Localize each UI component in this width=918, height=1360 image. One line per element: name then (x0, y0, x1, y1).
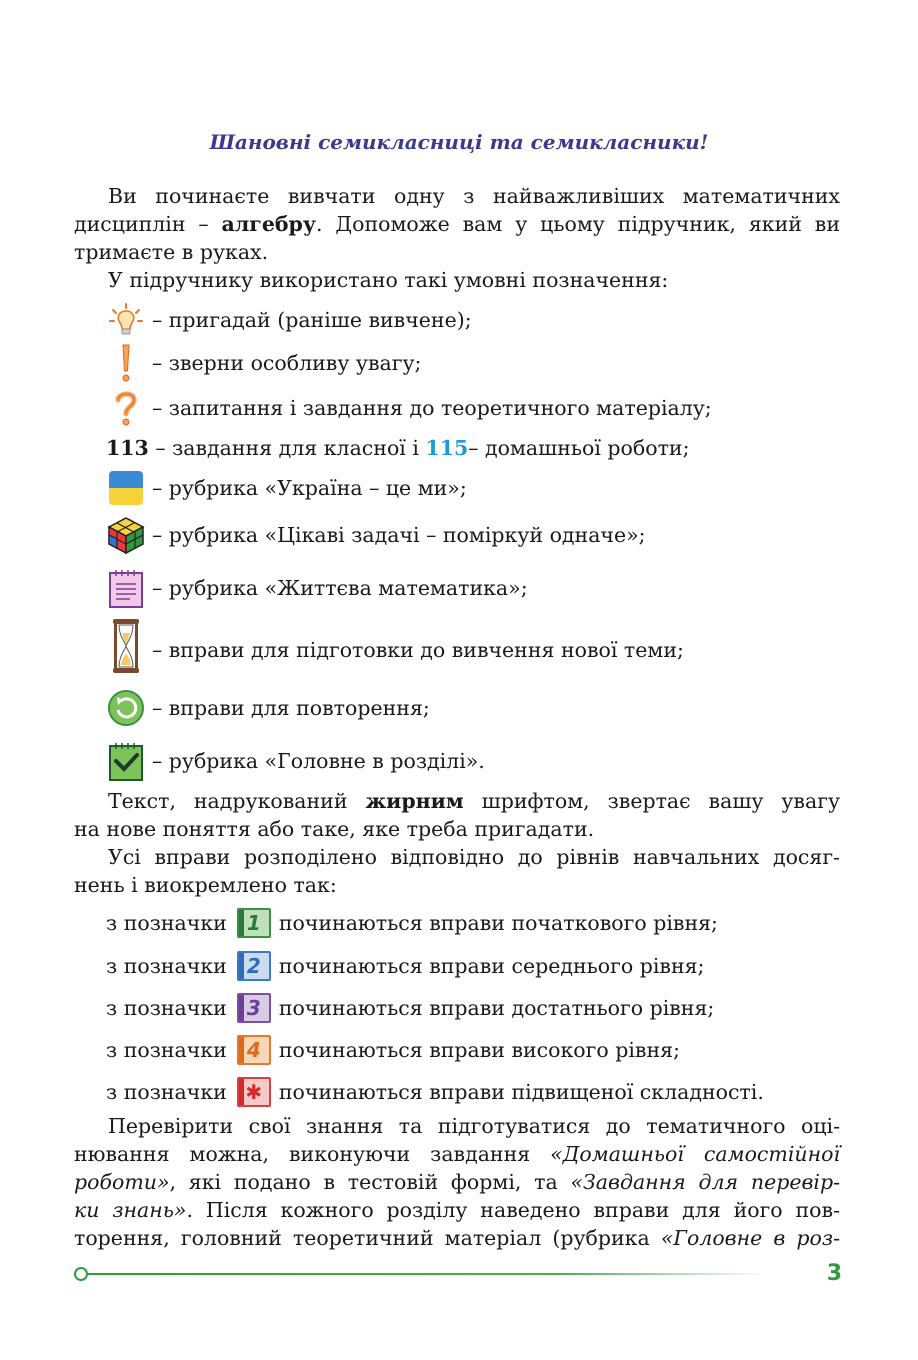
legend-text: – зверни особливу увагу; (152, 351, 422, 375)
footer-rule (86, 1273, 766, 1275)
legend-text: – пригадай (раніше вивчене); (152, 308, 472, 332)
closing-line-5 (74, 1224, 840, 1252)
body-text: . Після кожного розділу наведено вправи для його пов- (186, 1198, 840, 1222)
body-text: , які подано в тестовій формі, та (169, 1170, 571, 1194)
level-prefix: з позначки (106, 954, 227, 978)
legend-text: – рубрика «Україна – це ми»; (152, 476, 467, 500)
bold-note-line-2: на нове поняття або таке, яке треба пригадати. (74, 817, 595, 841)
legend-item-remember (106, 300, 472, 340)
legend-item-main-points (106, 741, 485, 781)
repeat-icon (106, 688, 146, 728)
lightbulb-icon (106, 300, 146, 340)
level-text: починаються вправи початкового рівня; (278, 911, 718, 935)
legend-text: – рубрика «Головне в розділі». (152, 749, 485, 773)
legend-text: – завдання для класної і (148, 436, 426, 460)
body-text: шрифтом, звертає вашу увагу (463, 789, 841, 813)
italic-term: «Завдання для перевір- (570, 1170, 840, 1194)
checklist-icon (106, 741, 146, 781)
legend-text: – домашньої роботи; (468, 436, 690, 460)
notepad-icon (106, 568, 146, 608)
body-text: торення, головний теоретичний матеріал (рубрика (74, 1226, 661, 1250)
legend-text: – рубрика «Цікаві задачі – поміркуй одначе»; (152, 523, 646, 547)
italic-term: «Головне в роз- (660, 1226, 840, 1250)
level-prefix: з позначки (106, 1038, 227, 1062)
question-icon (106, 388, 146, 428)
intro-text: . Допоможе вам у цьому підручник, який ви (316, 212, 840, 236)
levels-intro-line-2: нень і виокремлено так: (74, 873, 337, 897)
level-prefix: з позначки (106, 1080, 227, 1104)
intro-line-1: Ви починаєте вивчати одну з найважливіших математичних (108, 184, 840, 208)
legend-item-life-math (106, 568, 528, 608)
intro-line-4: У підручнику використано такі умовні позначення: (108, 268, 669, 292)
legend-item-ukraine (106, 468, 467, 508)
legend-item-preparation (106, 630, 684, 670)
legend-text: – вправи для підготовки до вивчення нової теми; (152, 638, 684, 662)
level-star-badge: ✱ (237, 1077, 271, 1107)
hourglass-icon (106, 630, 146, 670)
level-row-3 (106, 992, 714, 1024)
intro-text: дисциплін – (74, 212, 222, 236)
ukraine-flag-icon (106, 468, 146, 508)
bold-term: жирним (365, 789, 464, 813)
level-prefix: з позначки (106, 996, 227, 1020)
levels-intro-line-1: Усі вправи розподілено відповідно до рівнів навчальних досяг- (108, 845, 840, 869)
legend-item-questions (106, 388, 712, 428)
level-row-5 (106, 1076, 764, 1108)
level-1-badge: 1 (237, 908, 271, 938)
italic-term: ки знань» (74, 1198, 187, 1222)
legend-item-numbers (106, 428, 690, 468)
legend-item-repetition (106, 688, 430, 728)
closing-line-2 (74, 1140, 840, 1168)
rubiks-cube-icon (106, 515, 146, 555)
level-text: починаються вправи достатнього рівня; (278, 996, 715, 1020)
italic-term: роботи» (74, 1170, 170, 1194)
body-text: Текст, надрукований (108, 789, 366, 813)
level-text: починаються вправи середнього рівня; (278, 954, 705, 978)
closing-line-1: Перевірити свої знання та підготуватися до тематичного оці- (108, 1114, 840, 1138)
level-row-1 (106, 907, 718, 939)
italic-term: «Домашньої самостійної (550, 1142, 840, 1166)
level-text: починаються вправи високого рівня; (278, 1038, 680, 1062)
level-2-badge: 2 (237, 951, 271, 981)
home-task-number: 115 (425, 436, 469, 460)
level-prefix: з позначки (106, 911, 227, 935)
level-row-2 (106, 950, 704, 982)
body-text: нювання можна, виконуючи завдання (74, 1142, 551, 1166)
bold-term-algebra: алгебру (221, 212, 317, 236)
exclamation-icon (106, 343, 146, 383)
legend-text: – рубрика «Життєва математика»; (152, 576, 528, 600)
intro-line-3: тримаєте в руках. (74, 240, 269, 264)
page-number: 3 (826, 1261, 842, 1286)
closing-line-4 (74, 1196, 840, 1224)
bold-note-line-1 (74, 787, 840, 815)
legend-text: – вправи для повторення; (152, 696, 430, 720)
level-text: починаються вправи підвищеної складності. (278, 1080, 764, 1104)
legend-item-attention (106, 343, 421, 383)
intro-line-2 (74, 210, 840, 238)
legend-item-puzzles (106, 515, 646, 555)
closing-line-3 (74, 1168, 840, 1196)
class-task-number: 113 (106, 436, 149, 460)
level-3-badge: 3 (237, 993, 271, 1023)
level-4-badge: 4 (237, 1035, 271, 1065)
level-row-4 (106, 1034, 680, 1066)
page-title: Шановні семикласниці та семикласники! (209, 130, 709, 154)
legend-text: – запитання і завдання до теоретичного матеріалу; (152, 396, 712, 420)
